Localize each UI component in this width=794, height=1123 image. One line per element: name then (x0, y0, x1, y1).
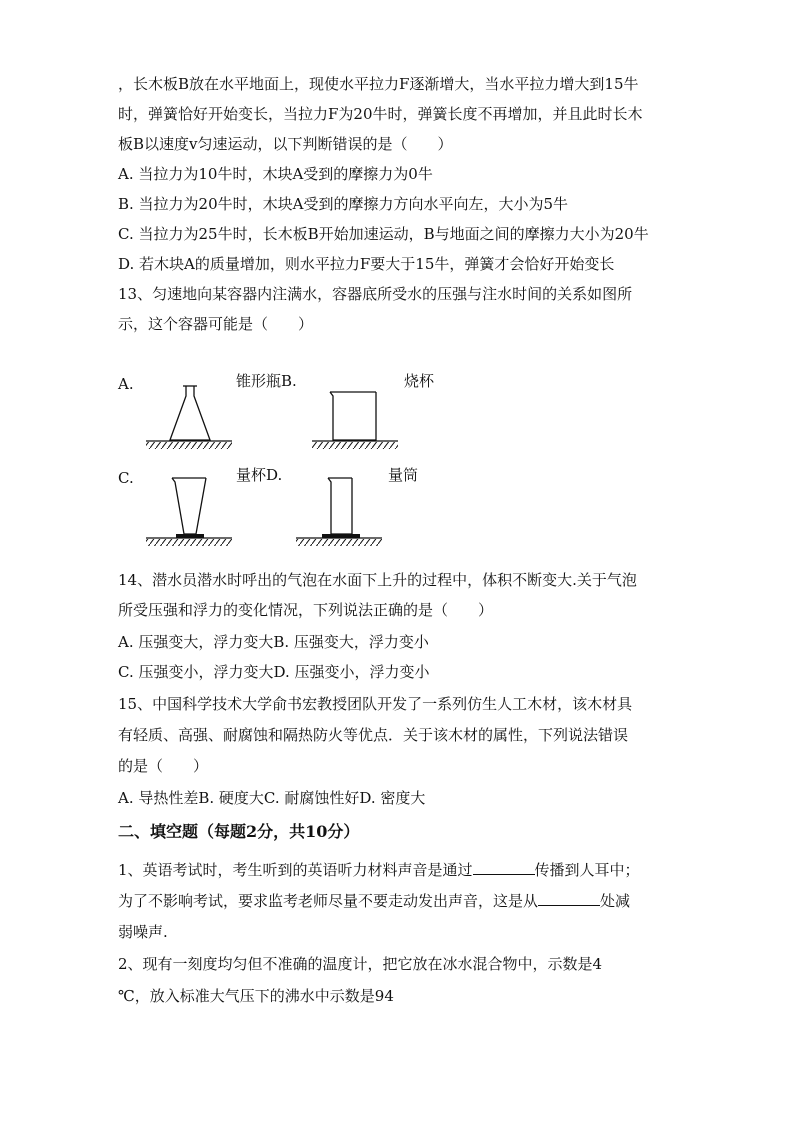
graduated-cylinder-figure (296, 478, 382, 546)
fill1-line-1 (118, 860, 640, 880)
measuring-cup-figure (146, 478, 232, 546)
conical-flask-figure (146, 386, 232, 449)
q13-label-c: C. (118, 469, 134, 487)
q15-line-1: 15、中国科学技术大学俞书宏教授团队开发了一系列仿生人工木材，该木材具 (118, 695, 633, 713)
fill1-text-2b: 处减 (600, 892, 631, 910)
q12-line-1: ，长木板B放在水平地面上，现使水平拉力F逐渐增大，当水平拉力增大到15牛 (118, 75, 639, 93)
q13-line-2: 示，这个容器可能是（ ） (118, 315, 314, 333)
q12-option-a: A. 当拉力为10牛时，木块A受到的摩擦力为0牛 (118, 165, 433, 183)
q12-option-c: C. 当拉力为25牛时，长木板B开始加速运动，B与地面之间的摩擦力大小为20牛 (118, 225, 649, 243)
q12-line-3: 板B以速度v匀速运动，以下判断错误的是（ ） (118, 135, 453, 153)
answer-blank-1[interactable] (473, 860, 535, 875)
fill1-line-3: 弱噪声. (118, 923, 168, 941)
q15-line-3: 的是（ ） (118, 757, 209, 775)
q13-text-b: 烧杯 (404, 372, 435, 390)
q12-option-d: D. 若木块A的质量增加，则水平拉力F要大于15牛，弹簧才会恰好开始变长 (118, 255, 615, 273)
q13-text-d: 量筒 (388, 466, 419, 484)
q13-label-a: A. (118, 375, 134, 393)
beaker-figure (312, 392, 398, 449)
fill1-text-1a: 1、英语考试时，考生听到的英语听力材料声音是通过 (118, 861, 473, 879)
section-heading: 二、填空题（每题2分，共10分） (118, 822, 360, 841)
q13-text-a: 锥形瓶B. (236, 372, 297, 390)
fill1-line-2 (118, 891, 630, 911)
q14-line-1: 14、潜水员潜水时呼出的气泡在水面下上升的过程中，体积不断变大.关于气泡 (118, 571, 637, 589)
q13-text-c: 量杯D. (236, 466, 283, 484)
fill1-text-1b: 传播到人耳中； (534, 861, 640, 879)
fill2-line-1: 2、现有一刻度均匀但不准确的温度计，把它放在冰水混合物中，示数是4 (118, 955, 603, 973)
answer-blank-2[interactable] (538, 891, 600, 906)
q13-line-1: 13、匀速地向某容器内注满水，容器底所受水的压强与注水时间的关系如图所 (118, 285, 633, 303)
fill2-line-2: ℃，放入标准大气压下的沸水中示数是94 (118, 987, 394, 1005)
q14-options-2: C. 压强变小，浮力变大D. 压强变小，浮力变小 (118, 663, 430, 681)
q15-line-2: 有轻质、高强、耐腐蚀和隔热防火等优点．关于该木材的属性，下列说法错误 (118, 726, 629, 744)
fill1-text-2a: 为了不影响考试，要求监考老师尽量不要走动发出声音，这是从 (118, 892, 539, 910)
q14-options-1: A. 压强变大，浮力变大B. 压强变大，浮力变小 (118, 633, 429, 651)
q15-options: A. 导热性差B. 硬度大C. 耐腐蚀性好D. 密度大 (118, 789, 426, 807)
q14-line-2: 所受压强和浮力的变化情况，下列说法正确的是（ ） (118, 601, 494, 619)
q12-option-b: B. 当拉力为20牛时，木块A受到的摩擦力方向水平向左，大小为5牛 (118, 195, 569, 213)
q12-line-2: 时，弹簧恰好开始变长，当拉力F为20牛时，弹簧长度不再增加，并且此时长木 (118, 105, 643, 123)
